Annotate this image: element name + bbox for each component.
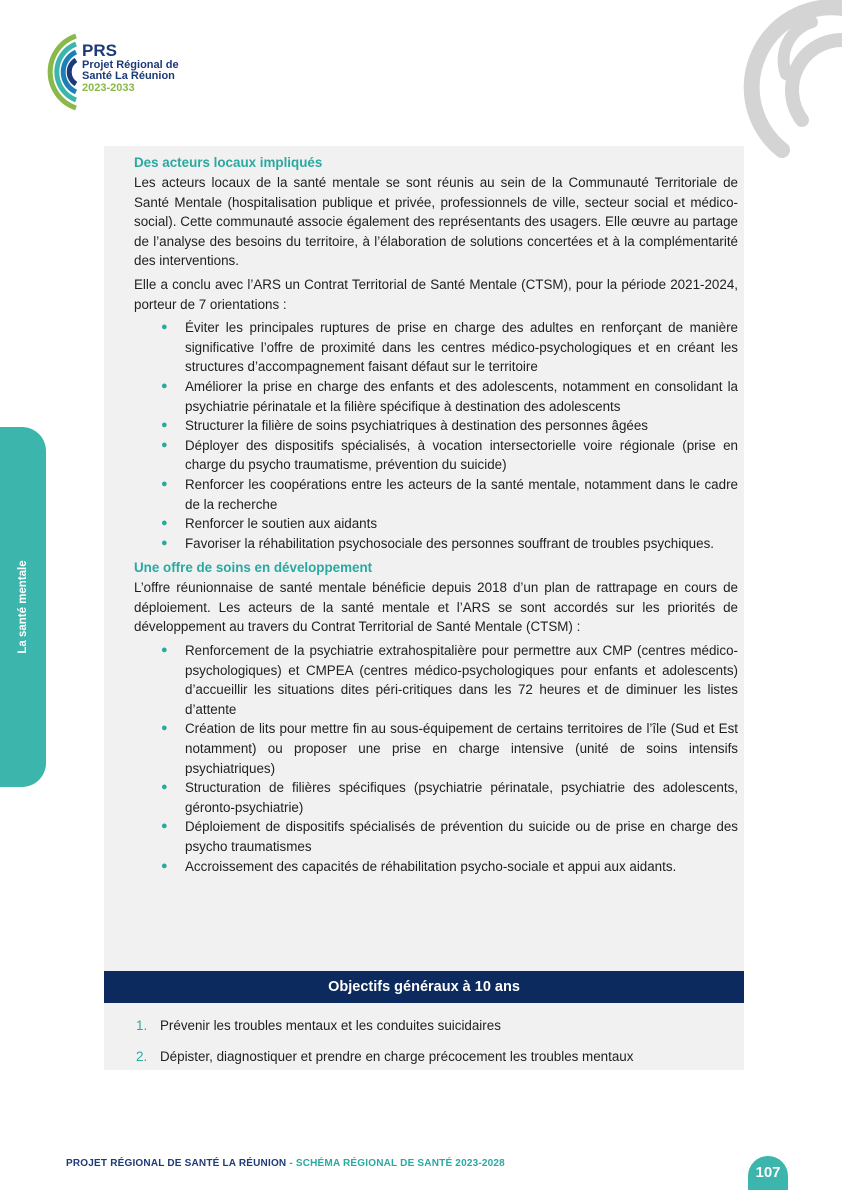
objective-item	[136, 1047, 736, 1066]
bullet-icon: ●	[161, 419, 168, 432]
logo-years: 2023-2033	[82, 81, 135, 94]
section1-para1: Les acteurs locaux de la santé mentale se sont réunis au sein de la Communauté Territoriale de Santé Mentale (hospitalisation publique et privée, professionnels de ville, secteur social et médico-social). Cette communauté associe également des représentants des usagers. Elle œuvre au partage de l’analyse des besoins du territoire, à l’élaboration de solutions concertées et à la complémentarité des interventions.	[134, 175, 738, 269]
content-box	[104, 146, 744, 1070]
objectives-banner: Objectifs généraux à 10 ans	[104, 971, 744, 1003]
list-item: ● Déployer des dispositifs spécialisés, à vocation intersectorielle voire régionale (prise en charge du psycho traumatisme, prévention du suicide)	[161, 437, 738, 473]
bullet-icon: ●	[161, 722, 168, 735]
list-item: ● Accroissement des capacités de réhabilitation psycho-sociale et appui aux aidants.	[185, 857, 738, 877]
list-item: ● Création de lits pour mettre fin au sous-équipement de certains territoires de l’île (Sud et Est notamment) ou proposer une prise en charge intensive (unité de soins intensifs psychiatriques)	[161, 721, 738, 776]
logo-line2: Santé La Réunion	[82, 70, 175, 83]
footer-title: PROJET RÉGIONAL DE SANTÉ LA RÉUNION	[66, 1158, 287, 1169]
prs-logo-mark-icon	[24, 28, 80, 112]
bullet-icon: ●	[161, 438, 168, 451]
objective-text: Prévenir les troubles mentaux et les conduites suicidaires	[160, 1018, 501, 1033]
bullet-icon: ●	[161, 859, 168, 872]
footer	[66, 1158, 505, 1169]
logo-line1: Projet Régional de	[82, 58, 179, 71]
bullet-icon: ●	[161, 517, 168, 530]
objective-item	[136, 1016, 736, 1035]
section1-para2: Elle a conclu avec l’ARS un Contrat Territorial de Santé Mentale (CTSM), pour la période 2021-2024, porteur de 7 orientations :	[134, 276, 738, 312]
list-item: ● Éviter les principales ruptures de prise en charge des adultes en renforçant de manière significative l’offre de proximité dans les centres médico-psychologiques et en créant les structures d’accompagnement faisant défaut sur le territoire	[161, 320, 738, 375]
bullet-icon: ●	[161, 536, 168, 549]
bullet-icon: ●	[161, 321, 168, 334]
section1-title: Des acteurs locaux impliqués	[134, 155, 323, 170]
list-item: ● Structuration de filières spécifiques (psychiatrie périnatale, psychiatrie des adolescents, géronto-psychiatrie)	[161, 780, 738, 815]
section2-title: Une offre de soins en développement	[134, 560, 373, 576]
list-item: ● Structurer la filière de soins psychiatriques à destination des personnes âgées	[185, 416, 738, 436]
list-item: ● Renforcement de la psychiatrie extrahospitalière pour permettre aux CMP (centres médico-psychologiques) et CMPEA (centres médico-psychologiques pour enfants et adolescents) d’accueillir les situations dites péri-critiques dans les 72 heures et de diminuer les listes d’attente	[161, 643, 738, 717]
objective-number: 2.	[136, 1049, 148, 1064]
list-item: ● Améliorer la prise en charge des enfants et des adolescents, notamment en consolidant la psychiatrie périnatale et la filière spécifique à destination des adolescents	[161, 378, 738, 414]
bullet-icon: ●	[161, 820, 168, 833]
bullet-icon: ●	[161, 644, 168, 657]
objective-text: Dépister, diagnostiquer et prendre en charge précocement les troubles mentaux	[160, 1049, 634, 1064]
list-item: ● Renforcer le soutien aux aidants	[185, 514, 738, 534]
section2-list	[134, 641, 738, 876]
objective-number: 1.	[136, 1018, 148, 1033]
logo-prs: PRS	[82, 41, 117, 60]
list-item: ● Déploiement de dispositifs spécialisés de prévention du suicide ou de prise en charge des psycho traumatismes	[161, 819, 738, 854]
section2-para1: L’offre réunionnaise de santé mentale bénéficie depuis 2018 d’un plan de rattrapage en cours de déploiement. Les acteurs de la santé mentale et l’ARS se sont accordés sur les priorités de développement au travers du Contrat Territorial de Santé Mentale (CTSM) :	[134, 580, 738, 635]
side-tab	[0, 427, 46, 787]
decorative-arcs-icon	[702, 0, 842, 160]
section1-list	[134, 318, 738, 553]
objectives-list	[136, 1016, 736, 1078]
bullet-icon: ●	[161, 477, 168, 490]
prs-logo	[24, 28, 204, 112]
list-item: ● Renforcer les coopérations entre les acteurs de la santé mentale, notamment dans le cadre de la recherche	[161, 476, 738, 512]
list-item: ● Favoriser la réhabilitation psychosociale des personnes souffrant de troubles psychiques.	[185, 534, 738, 554]
page-number: 107	[748, 1156, 788, 1190]
side-tab-label: La santé mentale	[17, 560, 29, 654]
footer-subtitle: - SCHÉMA RÉGIONAL DE SANTÉ 2023-2028	[286, 1158, 505, 1169]
bullet-icon: ●	[161, 379, 168, 392]
bullet-icon: ●	[161, 781, 168, 794]
